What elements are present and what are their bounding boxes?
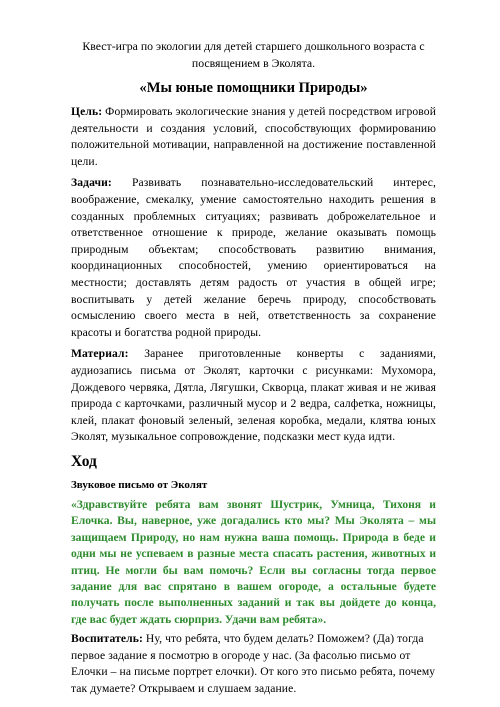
educator-text: Ну, что ребята, что будем делать? Поможем? (Да) тогда первое задание я посмотрю в огороде у нас. (За фасолью письмо от Елочки – на письме портрет елочки). От кого это письмо ребята, почему так думаете? Открываем и слушаем задание.: [71, 632, 436, 695]
tasks-paragraph: [71, 175, 436, 341]
document-title: «Мы юные помощники Природы»: [139, 80, 368, 96]
goal-paragraph: [71, 104, 436, 170]
document-page: [71, 38, 436, 703]
goal-label: Цель:: [71, 105, 103, 118]
material-label: Материал:: [71, 347, 129, 361]
material-paragraph: [71, 346, 436, 446]
tasks-text: Развивать познавательно-исследовательский интерес, воображение, смекалку, умение самостоятельно находить решения в созданных проблемных ситуациях; развивать доброжелательное и ответственное отношение к природе, желание оказывать помощь природным объектам; способствовать развитию внимания, координационных способностей, умению ориентироваться на местности; доставлять детям радость от участия в общей игре; воспитывать у детей желание беречь природу, способствовать осмыслению своего места в ней, ответственность за сохранение красоты и богатства родной природы.: [71, 176, 436, 339]
material-text: Заранее приготовленные конверты с заданиями, аудиозапись письма от Эколят, карточки с рисунками: Мухомора, Дождевого червяка, Дятла, Лягушки, Скворца, плакат живая и не живая природа с карточками, различный мусор и 2 ведра, салфетка, ножницы, клей, плакат фоновый зеленый, зеленая коробка, медали, клятва юных Эколят, музыкальное сопровождение, подсказки мест куда идти.: [71, 347, 436, 444]
intro-line: Квест-игра по экологии для детей старшего дошкольного возраста с посвящением в Эколята.: [82, 39, 425, 70]
educator-paragraph: [71, 631, 436, 697]
goal-text: Формировать экологические знания у детей посредством игровой деятельности и создания условий, способствующих формированию положительной мотивации, направленной на достижение поставленной цели.: [71, 105, 436, 168]
tasks-label: Задачи:: [71, 176, 112, 190]
educator-label: Воспитатель:: [71, 632, 143, 646]
letter-heading: Звуковое письмо от Эколят: [71, 478, 208, 491]
letter-text: «Здравствуйте ребята вам звонят Шустрик, Умница, Тихоня и Елочка. Вы, наверное, уже догадались кто мы? Мы Эколята – мы защищаем Природу, но нам нужна ваша помощь. Природа в беде и одни мы не успеваем в разные места спасать растения, животных и птиц. Не могли бы вам помочь? Если вы согласны тогда первое задание для вас спрятано в вашем огороде, а остальные будете получать после выполненных заданий и так вы дойдете до конца, где вас будет ждать сюрприз. Удачи вам ребята».: [71, 497, 436, 626]
section-heading: Ход: [71, 452, 97, 470]
